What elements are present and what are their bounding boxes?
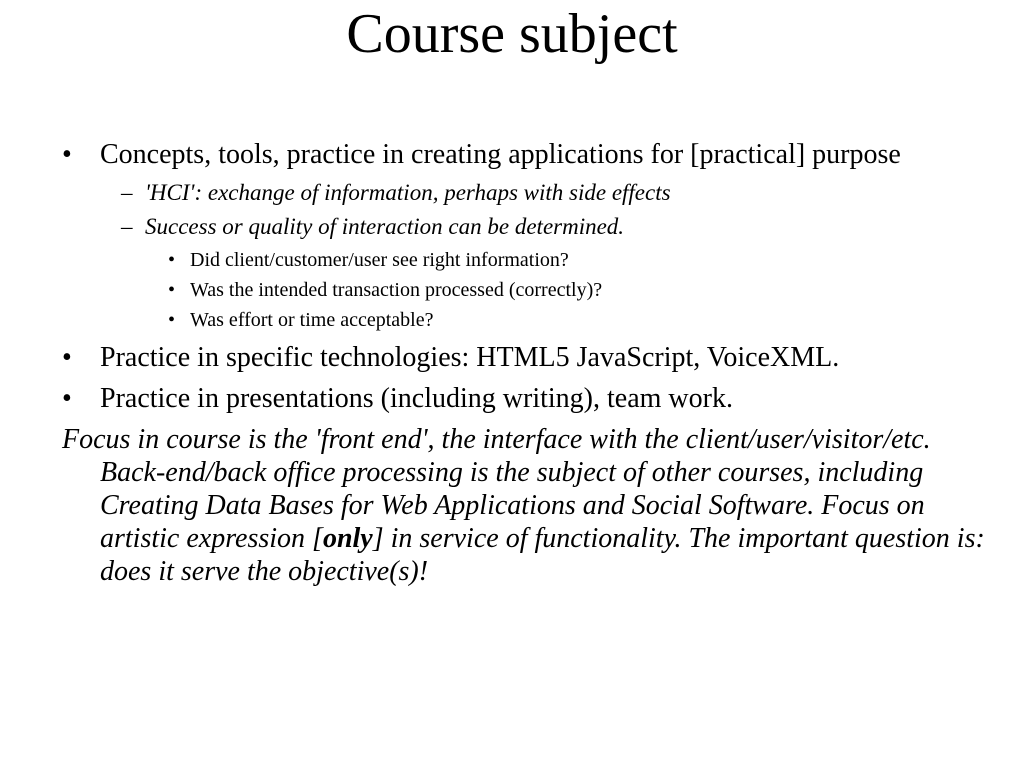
focus-paragraph — [62, 423, 1002, 588]
sub-sub-bullet-text: Was the intended transaction processed (correctly)? — [190, 279, 603, 301]
sub-sub-bullet-item — [62, 307, 1002, 333]
bullet-icon: • — [168, 309, 176, 331]
sub-bullet-text: Success or quality of interaction can be determined. — [145, 214, 625, 239]
bullet-icon: • — [62, 383, 72, 414]
focus-text-before: Focus in course is the 'front end', the interface with the client/user/visitor/etc. Back-end/back office processing is the subject of other courses, including Creating Data Bases for Web Applications and Social Software. Focus on artistic expression [ — [62, 424, 931, 554]
sub-sub-bullet-text: Was effort or time acceptable? — [190, 309, 434, 331]
sub-bullet-item-success — [62, 213, 1002, 241]
bullet-icon: • — [62, 139, 72, 170]
bullet-text: Concepts, tools, practice in creating applications for [practical] purpose — [100, 139, 901, 170]
bullet-text: Practice in specific technologies: HTML5 JavaScript, VoiceXML. — [100, 342, 840, 373]
sub-sub-bullet-item — [62, 247, 1002, 273]
sub-bullet-text: 'HCI': exchange of information, perhaps with side effects — [145, 180, 671, 205]
bullet-item-technologies — [62, 341, 1002, 374]
bullet-icon: • — [168, 279, 176, 301]
slide-content — [62, 138, 1002, 588]
sub-bullet-item-hci — [62, 179, 1002, 207]
sub-sub-bullet-item — [62, 277, 1002, 303]
bullet-list — [62, 138, 1002, 415]
sub-sub-bullet-text: Did client/customer/user see right information? — [190, 249, 569, 271]
focus-text-after: ] in service of functionality. The important question is: does it serve the objective(s)! — [100, 523, 985, 587]
focus-emphasis: only — [322, 523, 373, 554]
dash-icon: – — [121, 180, 133, 205]
bullet-item-presentations — [62, 382, 1002, 415]
bullet-item-concepts — [62, 138, 1002, 171]
dash-icon: – — [121, 214, 133, 239]
bullet-icon: • — [168, 249, 176, 271]
slide-title: Course subject — [346, 3, 678, 65]
bullet-icon: • — [62, 342, 72, 373]
bullet-text: Practice in presentations (including writing), team work. — [100, 383, 733, 414]
